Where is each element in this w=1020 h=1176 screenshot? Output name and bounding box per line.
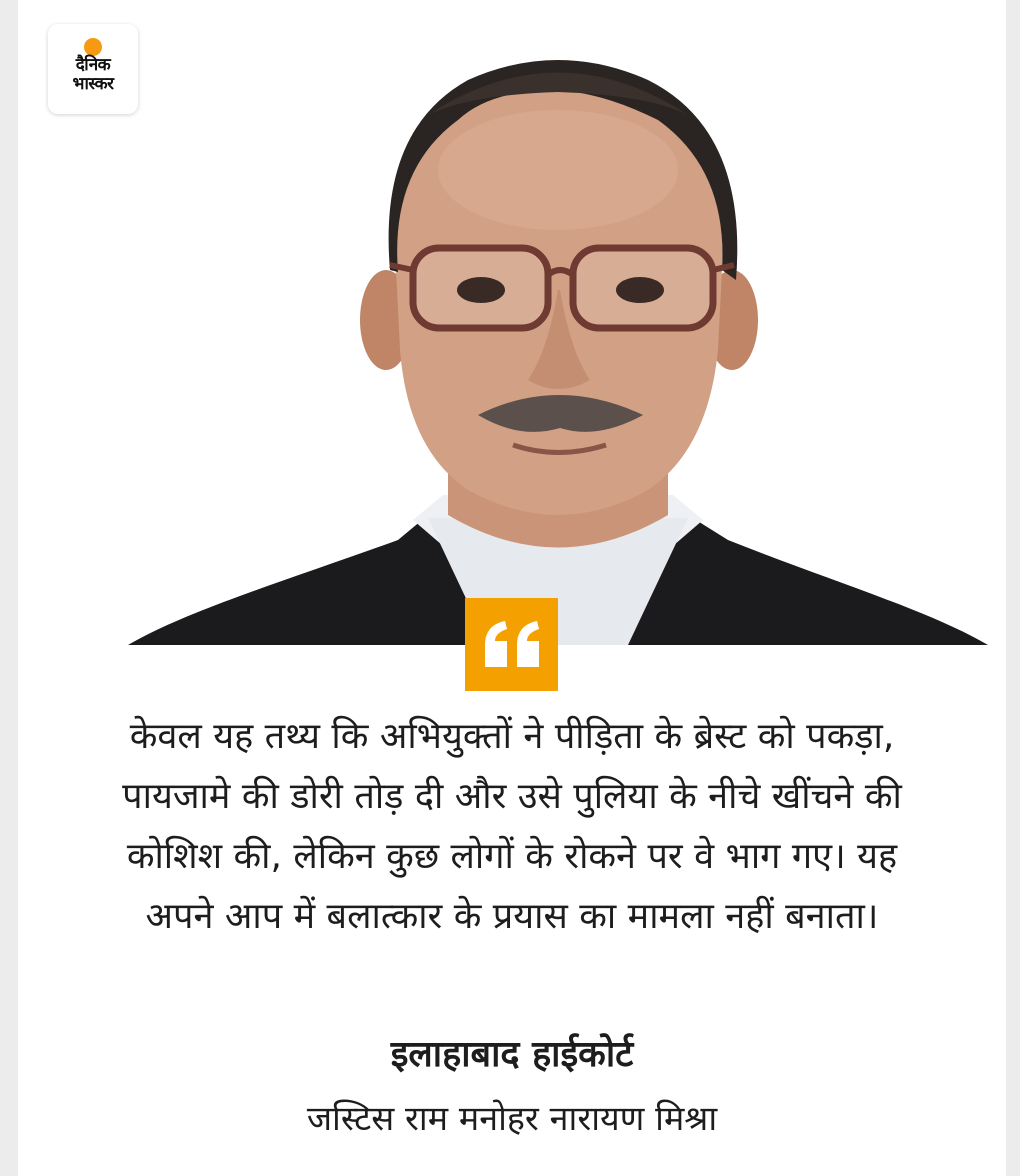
quote-line: कोशिश की, लेकिन कुछ लोगों के रोकने पर वे भाग गए। यह (126, 836, 898, 877)
logo-text-line1: दैनिक (75, 55, 111, 75)
judge-name: जस्टिस राम मनोहर नारायण मिश्रा (306, 1099, 718, 1139)
logo-text-line2: भास्कर (72, 74, 114, 94)
quote-line: केवल यह तथ्य कि अभियुक्तों ने पीड़िता के ब्रेस्ट को पकड़ा, (129, 716, 895, 757)
publisher-logo (48, 24, 138, 114)
quote-card (18, 0, 1006, 1176)
court-name: इलाहाबाद हाईकोर्ट (390, 1034, 634, 1075)
sun-dot-icon (84, 38, 102, 56)
quote-mark-icon (465, 598, 558, 691)
quote-line: पायजामे की डोरी तोड़ दी और उसे पुलिया के नीचे खींचने की (122, 776, 902, 817)
judge-portrait (128, 20, 988, 645)
quote-text (38, 707, 986, 947)
quote-line: अपने आप में बलात्कार के प्रयास का मामला नहीं बनाता। (145, 896, 879, 937)
